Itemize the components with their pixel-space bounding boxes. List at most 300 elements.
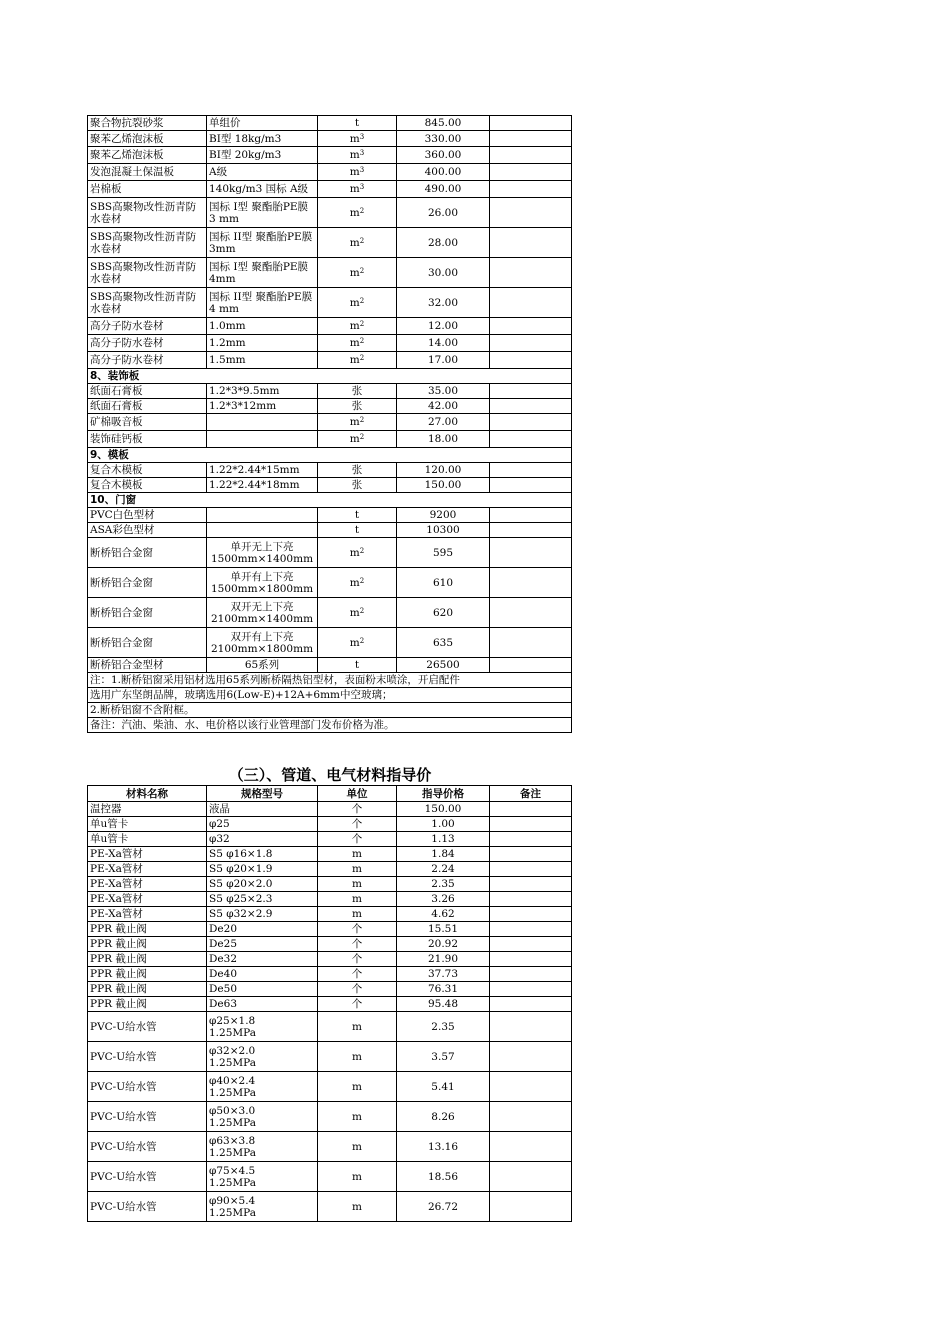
remark: [490, 164, 572, 181]
remark: [490, 937, 572, 952]
remark: [490, 335, 572, 352]
spec-pressure: 1.25MPa: [209, 1206, 256, 1219]
price: 1.00: [397, 817, 490, 832]
table-row: [88, 116, 572, 131]
price: 21.90: [397, 952, 490, 967]
unit-exponent: 2: [359, 636, 365, 645]
unit: [318, 384, 397, 399]
material-name: 高分子防水卷材: [88, 318, 207, 335]
section-header-row: [88, 369, 572, 384]
table-row: [88, 892, 572, 907]
spec: [207, 907, 318, 922]
unit: 个: [318, 937, 397, 952]
material-name: 高分子防水卷材: [88, 352, 207, 369]
table-header-row: [88, 786, 572, 802]
material-name: 复合木模板: [88, 463, 207, 478]
remark: [490, 228, 572, 258]
remark: [490, 832, 572, 847]
spec: 双开有上下亮2100mm×1800mm: [207, 628, 318, 658]
spec: BI型 20kg/m3: [207, 147, 318, 164]
table-row: [88, 335, 572, 352]
table-row: [88, 181, 572, 198]
remark: [490, 431, 572, 448]
material-name: SBS高聚物改性沥青防水卷材: [88, 258, 207, 288]
material-name: 断桥铝合金型材: [88, 658, 207, 673]
table-row: [88, 628, 572, 658]
price: 3.26: [397, 892, 490, 907]
section-heading: 10、门窗: [88, 493, 572, 508]
unit-exponent: 2: [359, 296, 365, 305]
material-name: 聚苯乙烯泡沫板: [88, 131, 207, 147]
section-header-row: [88, 448, 572, 463]
price: 595: [397, 538, 490, 568]
unit-exponent: 3: [359, 149, 365, 157]
price: 490.00: [397, 181, 490, 198]
remark: [490, 877, 572, 892]
spec: 1.22*2.44*18mm: [207, 478, 318, 493]
unit: m: [318, 1042, 397, 1072]
spec: [207, 832, 318, 847]
unit: [318, 181, 397, 198]
price: 17.00: [397, 352, 490, 369]
table-row: [88, 1102, 572, 1132]
unit: [318, 478, 397, 493]
remark: [490, 862, 572, 877]
spec: 单组价: [207, 116, 318, 131]
spec: [207, 1192, 318, 1222]
spec-line: φ50×3.0: [209, 1104, 256, 1117]
unit: [318, 288, 397, 318]
unit-text: m: [349, 296, 360, 309]
spec-line: S5 φ16×1.8: [209, 848, 273, 860]
price: 18.00: [397, 431, 490, 448]
unit: [318, 431, 397, 448]
spec-pressure: 1.25MPa: [209, 1176, 256, 1189]
spec: 1.0mm: [207, 318, 318, 335]
section-heading: 8、装饰板: [88, 369, 572, 384]
material-name: PE-Xa管材: [88, 862, 207, 877]
spec: [207, 862, 318, 877]
table-row: [88, 1162, 572, 1192]
table-row: [88, 228, 572, 258]
unit: m: [318, 1072, 397, 1102]
remark: [490, 463, 572, 478]
price: 2.24: [397, 862, 490, 877]
remark: [490, 523, 572, 538]
material-name: 断桥铝合金窗: [88, 628, 207, 658]
unit: [318, 198, 397, 228]
unit: [318, 116, 397, 131]
unit-text: 张: [351, 400, 363, 412]
unit-exponent: 2: [359, 266, 365, 275]
table-row: [88, 568, 572, 598]
table-row: [88, 937, 572, 952]
unit: m: [318, 1102, 397, 1132]
price: 400.00: [397, 164, 490, 181]
price: 1.84: [397, 847, 490, 862]
table-row: [88, 352, 572, 369]
unit: [318, 598, 397, 628]
spec: 国标 II型 聚酯胎PE膜 3mm: [207, 228, 318, 258]
material-name: PPR 截止阀: [88, 922, 207, 937]
unit: [318, 228, 397, 258]
material-name: PVC-U给水管: [88, 1162, 207, 1192]
unit-text: m: [349, 320, 360, 332]
price: 610: [397, 568, 490, 598]
unit: [318, 399, 397, 414]
unit: m: [318, 892, 397, 907]
remark: [490, 352, 572, 369]
unit: 个: [318, 982, 397, 997]
table-row: [88, 318, 572, 335]
price: 845.00: [397, 116, 490, 131]
spec-line: De25: [209, 938, 237, 950]
material-name: SBS高聚物改性沥青防水卷材: [88, 288, 207, 318]
remark: [490, 967, 572, 982]
section-header-row: [88, 493, 572, 508]
material-name: PPR 截止阀: [88, 967, 207, 982]
spec: 单开有上下亮1500mm×1800mm: [207, 568, 318, 598]
material-name: 单u管卡: [88, 817, 207, 832]
remark: [490, 1072, 572, 1102]
material-name: PPR 截止阀: [88, 952, 207, 967]
remark: [490, 318, 572, 335]
spec: 单开无上下亮1500mm×1400mm: [207, 538, 318, 568]
spec: [207, 937, 318, 952]
remark: [490, 1042, 572, 1072]
spec-line: De63: [209, 998, 237, 1010]
unit-text: t: [354, 117, 360, 129]
spec-line: S5 φ32×2.9: [209, 908, 273, 920]
remark: [490, 658, 572, 673]
spec-line: De40: [209, 968, 237, 980]
unit-text: m: [349, 206, 360, 219]
price: 120.00: [397, 463, 490, 478]
spec: [207, 952, 318, 967]
price: 1.13: [397, 832, 490, 847]
unit: m: [318, 1012, 397, 1042]
spec: 国标 I型 聚酯胎PE膜 3 mm: [207, 198, 318, 228]
header-material-name: 材料名称: [88, 786, 207, 802]
table-row: [88, 508, 572, 523]
spec-line: φ25×1.8: [209, 1014, 256, 1027]
spec: 140kg/m3 国标 A级: [207, 181, 318, 198]
header-spec: 规格型号: [207, 786, 318, 802]
table-row: [88, 847, 572, 862]
remark: [490, 628, 572, 658]
price: 360.00: [397, 147, 490, 164]
price: 27.00: [397, 414, 490, 431]
unit-text: m: [349, 636, 360, 649]
unit-text: m: [349, 337, 360, 349]
spec-line: φ63×3.8: [209, 1134, 256, 1147]
spec-line: S5 φ20×2.0: [209, 878, 273, 890]
unit-text: m: [349, 166, 360, 178]
spec: 65系列: [207, 658, 318, 673]
unit: [318, 523, 397, 538]
remark: [490, 399, 572, 414]
remark: [490, 147, 572, 164]
unit: [318, 131, 397, 147]
price: 4.62: [397, 907, 490, 922]
material-name: PE-Xa管材: [88, 907, 207, 922]
material-name: PVC-U给水管: [88, 1012, 207, 1042]
unit: 个: [318, 967, 397, 982]
price: 2.35: [397, 1012, 490, 1042]
remark: [490, 414, 572, 431]
spec: [207, 997, 318, 1012]
remark: [490, 198, 572, 228]
unit: 个: [318, 832, 397, 847]
material-name: 断桥铝合金窗: [88, 598, 207, 628]
price: 26.72: [397, 1192, 490, 1222]
price: 5.41: [397, 1072, 490, 1102]
spec: [207, 847, 318, 862]
unit: [318, 335, 397, 352]
unit: m: [318, 877, 397, 892]
material-name: 单u管卡: [88, 832, 207, 847]
price: 150.00: [397, 478, 490, 493]
remark: [490, 922, 572, 937]
remark: [490, 907, 572, 922]
spec: [207, 1102, 318, 1132]
unit-text: m: [349, 546, 360, 559]
unit-exponent: 2: [359, 546, 365, 555]
spec: 1.2*3*9.5mm: [207, 384, 318, 399]
table-row: [88, 658, 572, 673]
spec: [207, 982, 318, 997]
unit-text: m: [349, 576, 360, 589]
material-name: 断桥铝合金窗: [88, 568, 207, 598]
spec: [207, 817, 318, 832]
material-name: 纸面石膏板: [88, 399, 207, 414]
spec-line: 液晶: [209, 803, 230, 815]
spec-line: φ25: [209, 818, 230, 830]
price: 14.00: [397, 335, 490, 352]
table-row: [88, 1042, 572, 1072]
price: 42.00: [397, 399, 490, 414]
unit: [318, 414, 397, 431]
material-name: 高分子防水卷材: [88, 335, 207, 352]
unit-text: m: [349, 132, 360, 145]
table-row: [88, 1132, 572, 1162]
spec-line: φ32: [209, 833, 230, 845]
remark: [490, 1162, 572, 1192]
spec-pressure: 1.25MPa: [209, 1056, 256, 1069]
spec-line: φ32×2.0: [209, 1044, 256, 1057]
material-name: PPR 截止阀: [88, 937, 207, 952]
unit: [318, 318, 397, 335]
spec-pressure: 1.25MPa: [209, 1116, 256, 1129]
spec: [207, 1162, 318, 1192]
unit: [318, 352, 397, 369]
unit-text: m: [349, 606, 360, 619]
unit: [318, 658, 397, 673]
unit-text: m: [349, 354, 360, 366]
price: 35.00: [397, 384, 490, 399]
remark: [490, 288, 572, 318]
spec: [207, 1072, 318, 1102]
unit: [318, 508, 397, 523]
table-row: [88, 1192, 572, 1222]
material-name: PE-Xa管材: [88, 892, 207, 907]
price: 28.00: [397, 228, 490, 258]
material-name: 发泡混凝土保温板: [88, 164, 207, 181]
spec: [207, 508, 318, 523]
note-row: [88, 718, 572, 733]
material-name: PVC-U给水管: [88, 1192, 207, 1222]
price: 26.00: [397, 198, 490, 228]
note-row: [88, 688, 572, 703]
unit: 个: [318, 997, 397, 1012]
spec: 1.5mm: [207, 352, 318, 369]
remark: [490, 982, 572, 997]
unit: 个: [318, 922, 397, 937]
spec: [207, 1042, 318, 1072]
table-row: [88, 131, 572, 147]
remark: [490, 1132, 572, 1162]
material-name: PE-Xa管材: [88, 847, 207, 862]
unit-text: t: [354, 524, 360, 536]
unit: m: [318, 847, 397, 862]
unit: m: [318, 907, 397, 922]
price: 9200: [397, 508, 490, 523]
material-name: 矿棉吸音板: [88, 414, 207, 431]
table-row: [88, 538, 572, 568]
unit-text: t: [354, 509, 360, 521]
material-name: PVC-U给水管: [88, 1132, 207, 1162]
table-row: [88, 1072, 572, 1102]
remark: [490, 508, 572, 523]
unit-text: m: [349, 236, 360, 249]
spec-line: S5 φ20×1.9: [209, 863, 273, 875]
spec: 国标 I型 聚酯胎PE膜 4mm: [207, 258, 318, 288]
pipe-electrical-price-table: [87, 785, 572, 1222]
price: 12.00: [397, 318, 490, 335]
spec: A级: [207, 164, 318, 181]
price: 10300: [397, 523, 490, 538]
table-row: [88, 832, 572, 847]
price: 76.31: [397, 982, 490, 997]
remark: [490, 181, 572, 198]
table-row: [88, 802, 572, 817]
remark: [490, 538, 572, 568]
table-row: [88, 862, 572, 877]
unit: [318, 628, 397, 658]
unit-exponent: 3: [359, 132, 365, 141]
remark: [490, 116, 572, 131]
table-row: [88, 598, 572, 628]
remark: [490, 1012, 572, 1042]
table-row: [88, 258, 572, 288]
unit: m: [318, 1192, 397, 1222]
spec: [207, 414, 318, 431]
unit-exponent: 3: [359, 166, 365, 174]
unit: [318, 568, 397, 598]
spec: 1.22*2.44*15mm: [207, 463, 318, 478]
table-row: [88, 1012, 572, 1042]
table-row: [88, 982, 572, 997]
material-name: PVC-U给水管: [88, 1072, 207, 1102]
material-name: PPR 截止阀: [88, 997, 207, 1012]
remark: [490, 817, 572, 832]
price: 8.26: [397, 1102, 490, 1132]
unit-text: t: [354, 659, 360, 671]
note-row: [88, 673, 572, 688]
spec: [207, 922, 318, 937]
remark: [490, 1192, 572, 1222]
unit-exponent: 2: [359, 320, 365, 328]
section-3-title: （三）、管道、电气材料指导价: [228, 766, 432, 784]
note-text: 注：1.断桥铝窗采用铝材选用65系列断桥隔热铝型材，表面粉末喷涂，开启配件: [88, 673, 572, 688]
remark: [490, 1102, 572, 1132]
price: 32.00: [397, 288, 490, 318]
table-row: [88, 523, 572, 538]
material-name: PE-Xa管材: [88, 877, 207, 892]
table-row: [88, 384, 572, 399]
unit: [318, 258, 397, 288]
material-name: PVC-U给水管: [88, 1042, 207, 1072]
unit-exponent: 2: [359, 576, 365, 585]
unit-text: m: [349, 183, 360, 195]
note-text: 2.断桥铝窗不含附框。: [88, 703, 572, 718]
price: 13.16: [397, 1132, 490, 1162]
unit: 个: [318, 817, 397, 832]
spec: 1.2mm: [207, 335, 318, 352]
unit-exponent: 2: [359, 416, 365, 424]
material-name: 聚合物抗裂砂浆: [88, 116, 207, 131]
spec: [207, 892, 318, 907]
spec: [207, 1132, 318, 1162]
material-name: 断桥铝合金窗: [88, 538, 207, 568]
unit-exponent: 2: [359, 337, 365, 345]
remark: [490, 131, 572, 147]
remark: [490, 802, 572, 817]
price: 95.48: [397, 997, 490, 1012]
unit: 个: [318, 802, 397, 817]
unit-text: m: [349, 433, 360, 445]
material-name: 温控器: [88, 802, 207, 817]
unit-text: 张: [351, 479, 363, 491]
material-name: 复合木模板: [88, 478, 207, 493]
material-name: 纸面石膏板: [88, 384, 207, 399]
remark: [490, 478, 572, 493]
table-row: [88, 399, 572, 414]
remark: [490, 952, 572, 967]
unit: [318, 147, 397, 164]
material-name: 岩棉板: [88, 181, 207, 198]
table-row: [88, 198, 572, 228]
table-row: [88, 478, 572, 493]
spec-pressure: 1.25MPa: [209, 1026, 256, 1039]
table-row: [88, 463, 572, 478]
spec: 双开无上下亮2100mm×1400mm: [207, 598, 318, 628]
material-name: SBS高聚物改性沥青防水卷材: [88, 198, 207, 228]
table-row: [88, 997, 572, 1012]
table-row: [88, 907, 572, 922]
unit: [318, 164, 397, 181]
material-name: PVC-U给水管: [88, 1102, 207, 1132]
price: 26500: [397, 658, 490, 673]
spec: 1.2*3*12mm: [207, 399, 318, 414]
table-row: [88, 817, 572, 832]
header-guide-price: 指导价格: [397, 786, 490, 802]
material-name: ASA彩色型材: [88, 523, 207, 538]
material-name: 装饰硅钙板: [88, 431, 207, 448]
unit-exponent: 3: [359, 183, 365, 191]
table-row: [88, 952, 572, 967]
unit: m: [318, 862, 397, 877]
